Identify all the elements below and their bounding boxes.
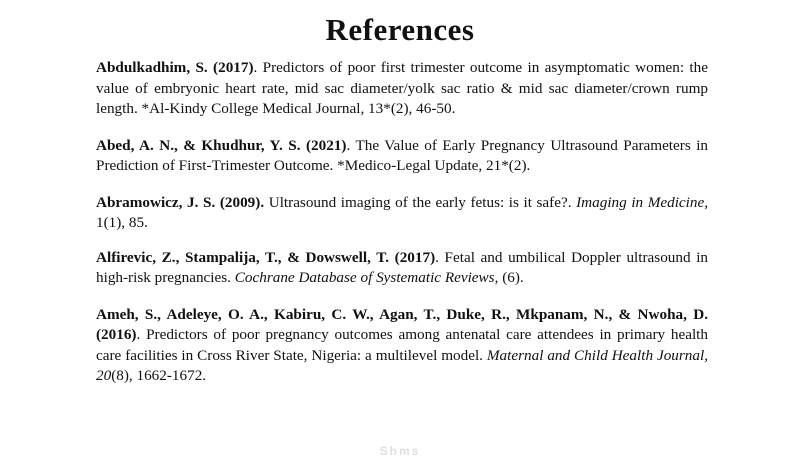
reference-authors: Abdulkadhim, S. (2017) bbox=[96, 59, 254, 76]
reference-journal: Cochrane Database of Systematic Reviews bbox=[234, 269, 495, 286]
reference-list bbox=[96, 58, 708, 403]
reference-tail: (8), 1662-1672. bbox=[111, 367, 207, 384]
reference-text: . The Value of Early Pregnancy Ultrasound Parameters in Prediction of First-Trimester Outcome. *Medico-Legal Update, 21*(2). bbox=[96, 136, 709, 174]
reference-item bbox=[96, 248, 708, 289]
reference-item bbox=[96, 58, 708, 120]
reference-authors: Ameh, S., Adeleye, O. A., Kabiru, C. W., Agan, T., Duke, R., Mkpanam, N., & Nwoha, D. (2016) bbox=[96, 305, 708, 343]
reference-text: Ultrasound imaging of the early fetus: is it safe?. bbox=[264, 193, 577, 211]
reference-journal: Maternal and Child Health Journal, 20 bbox=[96, 346, 708, 384]
reference-text: . Predictors of poor pregnancy outcomes among antenatal care attendees in primary health care facilities in Cross River State, Nigeria: a multilevel model. bbox=[96, 326, 708, 364]
reference-text: . Fetal and umbilical Doppler ultrasound in high-risk pregnancies. bbox=[96, 248, 709, 286]
reference-journal: Imaging in Medicine bbox=[576, 193, 705, 211]
reference-item bbox=[96, 305, 708, 387]
reference-authors: Alfirevic, Z., Stampalija, T., & Dowswell, T. (2017) bbox=[96, 248, 436, 266]
reference-authors: Abramowicz, J. S. (2009). bbox=[96, 193, 265, 211]
watermark: Shms bbox=[379, 444, 421, 458]
page-title: References bbox=[325, 12, 475, 47]
reference-item bbox=[96, 136, 708, 177]
reference-tail: , 1(1), 85. bbox=[96, 193, 709, 231]
reference-text: . Predictors of poor first trimester outcome in asymptomatic women: the value of embryonic heart rate, mid sac diameter/yolk sac ratio & mid sac diameter/crown rump length. *Al-Kindy College Medical Journal, 13*(2), 46-50. bbox=[96, 59, 708, 117]
reference-authors: Abed, A. N., & Khudhur, Y. S. (2021) bbox=[96, 136, 347, 154]
reference-item bbox=[96, 193, 708, 234]
reference-tail: , (6). bbox=[494, 269, 524, 286]
